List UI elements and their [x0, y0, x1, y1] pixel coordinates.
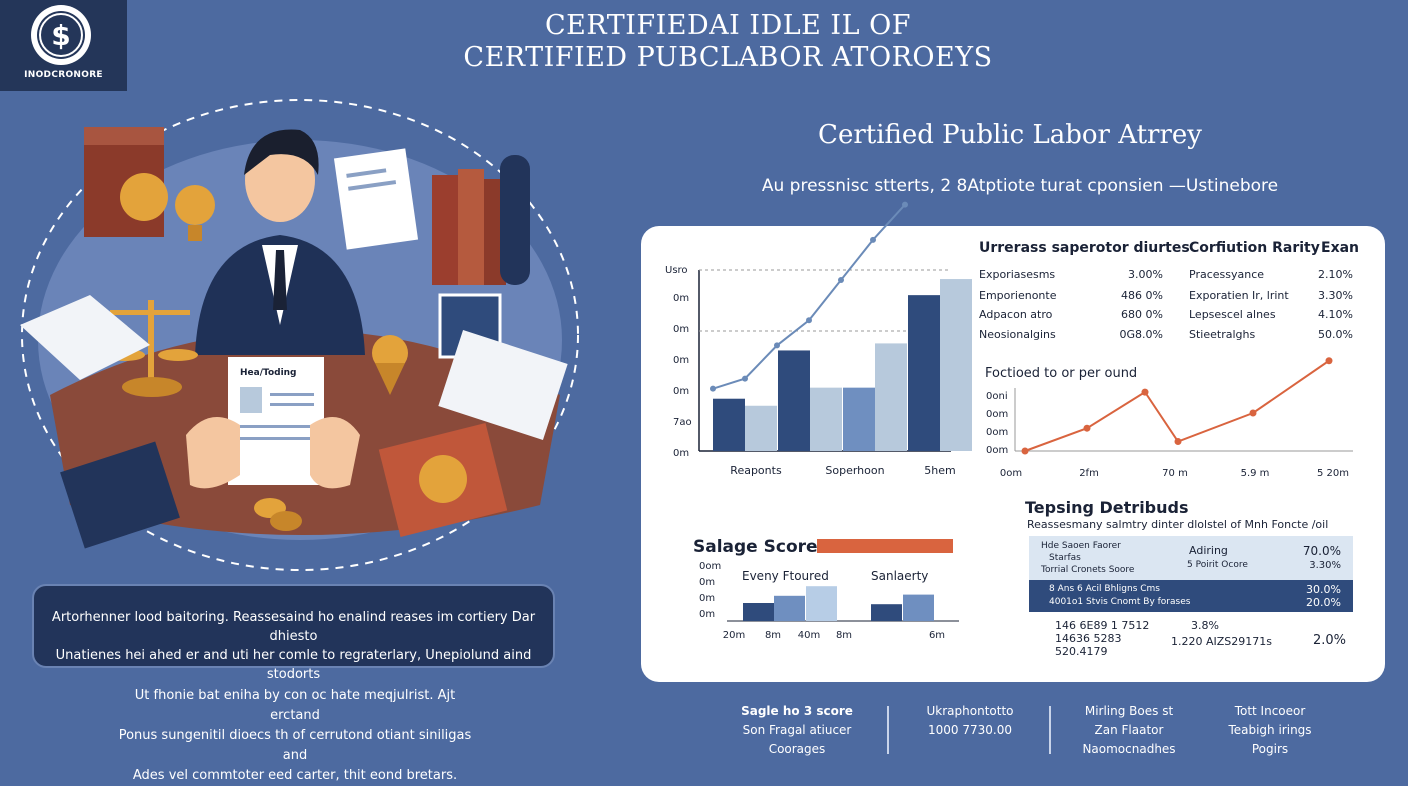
y-tick-label: 0m: [673, 355, 690, 366]
y-tick-label: 0m: [673, 448, 690, 459]
right-table-row: [1189, 289, 1353, 302]
salary-score-title: Salage Score: [693, 537, 818, 557]
row-value: 4.10%: [1318, 308, 1353, 321]
orange-series-point: [1175, 438, 1182, 445]
footer-item: Coorages: [768, 742, 826, 756]
footer-item: Mirling Boes st: [1084, 704, 1174, 718]
document-label: Hea/Toding: [240, 368, 297, 378]
line-chart-x-tick: 5 20m: [1316, 468, 1350, 479]
row-value: 3.00%: [1128, 268, 1163, 281]
salary-bar: [743, 603, 774, 621]
row-value: 50.0%: [1318, 328, 1353, 341]
dist-value: 70.0%: [1302, 544, 1341, 558]
footer-item: Teabigh irings: [1228, 723, 1312, 737]
bar: [713, 399, 745, 451]
salary-x-tick: 20m: [722, 630, 746, 641]
row-label: Emporienonte: [979, 289, 1057, 302]
y-tick-label: 0m: [673, 293, 690, 304]
bottom-note: [110, 686, 480, 786]
trend-point: [870, 237, 876, 243]
right-table-header: Corfiution Rarity: [1189, 240, 1320, 256]
dist-mid: 1.220 AIZS29171s: [1171, 635, 1272, 648]
page-title: [400, 10, 1056, 74]
line-chart-title: Foctioed to or per ound: [985, 366, 1138, 381]
distribution-dark-row: [1029, 580, 1353, 612]
bar: [908, 295, 940, 451]
orange-series-point: [1326, 357, 1333, 364]
footer-divider: [887, 706, 889, 754]
line-chart-x-tick: 5.9 m: [1240, 468, 1270, 479]
certificate-icon: [334, 148, 418, 249]
y-axis-label: Usro: [665, 265, 688, 276]
footer-item: Pogirs: [1251, 742, 1289, 756]
row-label: Stieetralghs: [1189, 328, 1256, 341]
salary-group-label: Sanlaerty: [871, 569, 929, 583]
bar: [843, 388, 875, 451]
dist-mid: 5 Poirit Ocore: [1187, 560, 1248, 570]
footer-item: Son Fragal atiucer: [742, 723, 852, 737]
y-tick-label: 0m: [673, 324, 690, 335]
dist-label: Torrial Cronets Soore: [1041, 565, 1135, 575]
left-table-row: [979, 289, 1163, 302]
gavel-icon: [500, 155, 530, 285]
footer-item: Naomocnadhes: [1082, 742, 1176, 756]
line-chart-y-tick: 0om: [986, 445, 1009, 456]
line-chart-x-tick: 70 m: [1162, 468, 1188, 479]
row-label: Lepsescel alnes: [1189, 308, 1276, 321]
trend-point: [710, 386, 716, 392]
dist-label: 4001o1 Stvis Cnomt By forases: [1049, 597, 1191, 607]
line-chart-x-tick: 2fm: [1079, 468, 1099, 479]
right-table-row: [1189, 328, 1353, 341]
salary-group-label: Eveny Ftoured: [742, 569, 829, 583]
salary-bar: [774, 596, 805, 621]
title-line-2: CERTIFIED PUBCLABOR ATOROEYS: [463, 42, 993, 73]
salary-y-tick: 0m: [699, 593, 716, 604]
x-tick-label: Soperhoon: [825, 464, 885, 477]
salary-x-tick: 6m: [928, 630, 946, 641]
dist-label: 146 6E89 1 7512: [1055, 619, 1150, 632]
dist-mid: Adiring: [1189, 544, 1228, 557]
dist-mid: 3.8%: [1191, 619, 1219, 632]
footer-column: [730, 702, 864, 759]
y-tick-label: 7ao: [673, 417, 692, 428]
left-table-row: [979, 268, 1163, 281]
left-table-row: [979, 328, 1163, 341]
right-table-header-extra: Exan: [1321, 240, 1360, 256]
line-chart-y-tick: 0om: [986, 427, 1009, 438]
y-tick-label: 0m: [673, 386, 690, 397]
resume-icon: [228, 357, 324, 485]
trend-point: [742, 376, 748, 382]
bottom-note-line-1: Ut fhonie bat eniha by con oc hate meqjulrist. Ajt erctand: [134, 688, 456, 723]
salary-score-bar: [817, 539, 953, 553]
row-value: 680 0%: [1121, 308, 1163, 321]
trend-point: [838, 277, 844, 283]
trend-point: [902, 202, 908, 208]
footer-column: [900, 702, 1040, 740]
attorney-illustration: [0, 95, 600, 575]
left-table-row: [979, 308, 1163, 321]
dist-value: 30.0%: [1306, 583, 1341, 596]
logo-symbol: $: [51, 19, 71, 52]
row-label: Pracessyance: [1189, 268, 1265, 281]
line-chart-y-tick: 0oni: [986, 391, 1008, 402]
footer-item: 1000 7730.00: [928, 723, 1012, 737]
footer-column: [1064, 702, 1194, 759]
left-table-header: Urrerass saperotor diurtes: [979, 240, 1190, 256]
orange-series-point: [1022, 448, 1029, 455]
line-chart-y-tick: 0om: [986, 409, 1009, 420]
salary-x-tick: 8m: [835, 630, 853, 641]
dist-value: 2.0%: [1313, 633, 1347, 648]
row-label: Adpacon atro: [979, 308, 1053, 321]
footer-column: [1208, 702, 1332, 759]
ballot-box-icon: [84, 127, 168, 237]
dist-label: 8 Ans 6 Acil Bhligns Cms: [1049, 584, 1160, 594]
footer-item: Sagle ho 3 score: [741, 704, 853, 718]
bar: [778, 350, 810, 451]
salary-bar: [806, 586, 837, 621]
right-table-row: [1189, 308, 1353, 321]
distribution-highlight-row: [1029, 536, 1353, 580]
distribution-title: Tepsing Detribuds: [1025, 498, 1189, 517]
salary-x-tick: 40m: [797, 630, 821, 641]
info-line-2: Unatienes hei ahed er and uti her comle to regraterlary, Unepiolund aind stodorts: [55, 648, 532, 682]
row-label: Exporiasesms: [979, 268, 1056, 281]
row-value: 0G8.0%: [1119, 328, 1163, 341]
trend-point: [806, 317, 812, 323]
bar: [810, 388, 842, 451]
info-box: [32, 584, 555, 682]
footer-item: Tott Incoeor: [1234, 704, 1306, 718]
bar: [940, 279, 972, 451]
trend-point: [774, 342, 780, 348]
bar: [745, 406, 777, 451]
section-subtitle: Certified Public Labor Atrrey: [818, 120, 1202, 150]
distribution-subtitle: Reassesmany salmtry dinter dlolstel of Mnh Foncte /oil: [1027, 518, 1329, 531]
bottom-note-line-2: Ponus sungenitil dioecs th of cerrutond otiant siniligas and: [118, 728, 472, 763]
row-label: Neosionalgins: [979, 328, 1056, 341]
law-books-icon: [432, 169, 506, 285]
salary-bar: [903, 595, 934, 621]
footer-divider: [1049, 706, 1051, 754]
right-table-row: [1189, 268, 1353, 281]
footer-item: Ukraphontotto: [926, 704, 1014, 718]
section-tagline: Au pressnisc stterts, 2 8Atptiote turat cponsien —Ustinebore: [761, 176, 1279, 196]
dist-value: 3.30%: [1309, 560, 1341, 571]
bar: [875, 343, 907, 451]
line-chart-x-tick: 0om: [999, 468, 1023, 479]
dist-label: Hde Saoen Faorer: [1041, 541, 1121, 551]
title-line-1: CERTIFIEDAI IDLE IL OF: [545, 10, 911, 41]
orange-series-point: [1250, 410, 1257, 417]
salary-y-tick: 0m: [699, 577, 716, 588]
dist-label: 520.4179: [1055, 645, 1108, 658]
dist-label: 14636 5283: [1055, 632, 1122, 645]
salary-x-tick: 8m: [764, 630, 782, 641]
bottom-note-line-3: Ades vel commtoter eed carter, thit eond bretars.: [132, 768, 458, 783]
orange-series-point: [1084, 425, 1091, 432]
row-value: 2.10%: [1318, 268, 1353, 281]
x-tick-label: 5hem: [924, 464, 956, 477]
dashboard-card: [641, 226, 1385, 682]
row-label: Exporatien Ir, lrint: [1189, 289, 1289, 302]
info-line-1: Artorhenner lood baitoring. Reassesaind ho enalind reases im cortiery Dar dhiesto: [51, 610, 536, 644]
brand-logo: [0, 0, 127, 91]
orange-series-point: [1142, 389, 1149, 396]
row-value: 486 0%: [1121, 289, 1163, 302]
footer-item: Zan Flaator: [1094, 723, 1164, 737]
x-tick-label: Reaponts: [730, 464, 782, 477]
salary-y-tick: 0om: [699, 561, 722, 572]
logo-text: INODCRONORE: [24, 70, 103, 80]
dollar-seal-icon: [22, 2, 100, 68]
salary-bar: [871, 604, 902, 621]
row-value: 3.30%: [1318, 289, 1353, 302]
dist-value: 20.0%: [1306, 596, 1341, 609]
salary-y-tick: 0m: [699, 609, 716, 620]
dist-label: Starfas: [1049, 553, 1081, 563]
